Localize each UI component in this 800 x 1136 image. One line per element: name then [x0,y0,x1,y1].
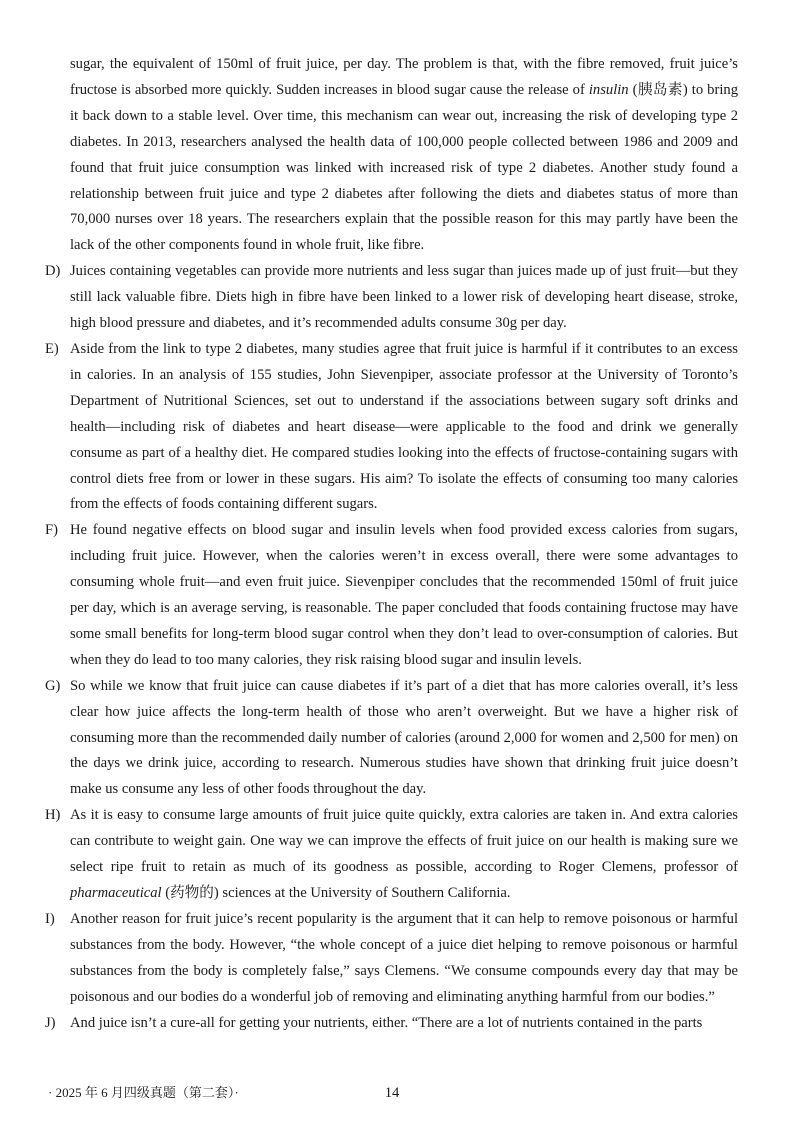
passage-paragraph-i [46,907,738,1011]
passage-paragraph-continued [46,52,738,259]
passage-paragraph-g [46,674,738,804]
paragraph-label: D) [45,263,61,280]
paragraph-text: sugar, the equivalent of 150ml of fruit juice, per day. The problem is that, with the fibre removed, fruit juice’s fructose is absorbed more quickly. Sudden increases in blood sugar cause the release of insulin (胰岛素) to bring it back down to a stable level. Over time, this mechanism can wear out, increasing the risk of developing type 2 diabetes. In 2013, researchers analysed the health data of 100,000 people collected between 1986 and 2009 and found that fruit juice consumption was linked with increased risk of type 2 diabetes. Another study found a relationship between fruit juice and type 2 diabetes after following the diets and diabetes status of more than 70,000 nurses over 18 years. The researchers explain that the possible reason for this may partly have been the lack of the other components found in whole fruit, like fibre. [70,56,738,254]
exam-footer-label: · 2025 年 6 月四级真题（第二套）· [48,1085,239,1100]
reading-passage [46,52,738,1036]
passage-paragraph-d [46,259,738,337]
paragraph-text: So while we know that fruit juice can cause diabetes if it’s part of a diet that has more calories overall, it’s less clear how juice affects the long-term health of those who aren’t overweight. But we have a higher risk of consuming more than the recommended daily number of calories (around 2,000 for women and 2,500 for men) on the days we drink juice, according to research. Numerous studies have shown that drinking fruit juice doesn’t make us consume any less of other foods throughout the day. [70,677,738,798]
paragraph-label: E) [45,340,59,357]
paragraph-text: Juices containing vegetables can provide more nutrients and less sugar than juices made up of just fruit—but they still lack valuable fibre. Diets high in fibre have been linked to a lower risk of developing heart disease, stroke, high blood pressure and diabetes, and it’s recommended adults consume 30g per day. [70,263,738,332]
paragraph-label: I) [45,910,55,927]
paragraph-text: Another reason for fruit juice’s recent popularity is the argument that it can help to remove poisonous or harmful substances from the body. However, “the whole concept of a juice diet helping to remove poisonous or harmful substances from the body is completely false,” says Clemens. “We consume compounds every day that may be poisonous and our bodies do a wonderful job of removing and eliminating anything harmful from our bodies.” [70,910,738,1005]
passage-paragraph-f [46,518,738,673]
paragraph-label: H) [45,807,61,824]
paragraph-label: F) [45,522,58,539]
paragraph-text: And juice isn’t a cure-all for getting your nutrients, either. “There are a lot of nutrients contained in the parts [70,1014,703,1031]
paragraph-text: As it is easy to consume large amounts of fruit juice quite quickly, extra calories are taken in. And extra calories can contribute to weight gain. One way we can improve the effects of fruit juice on our health is making sure we select ripe fruit to retain as much of its goodness as possible, according to Roger Clemens, professor of pharmaceutical (药物的) sciences at the University of Southern California. [70,807,738,901]
passage-paragraph-h [46,803,738,907]
paragraph-label: G) [45,677,61,694]
paragraph-text: Aside from the link to type 2 diabetes, many studies agree that fruit juice is harmful if it contributes to an excess in calories. In an analysis of 155 studies, John Sievenpiper, associate professor at the University of Toronto’s Department of Nutritional Sciences, set out to understand if the associations between sugary soft drinks and health—including risk of diabetes and heart disease—were applicable to the food and drink we generally consume as part of a healthy diet. He compared studies looking into the effects of fructose-containing sugars with control diets free from or lower in these sugars. His aim? To isolate the effects of consuming too many calories from the effects of foods containing different sugars. [70,340,738,513]
passage-paragraph-e [46,337,738,518]
page-number: 14 [384,1085,400,1101]
glossed-term-insulin: insulin [588,81,629,98]
passage-paragraph-j [46,1011,738,1037]
paragraph-text: He found negative effects on blood sugar and insulin levels when food provided excess calories from sugars, including fruit juice. However, when the calories weren’t in excess overall, there were some advantages to consuming whole fruit—and even fruit juice. Sievenpiper concludes that the recommended 150ml of fruit juice per day, which is an average serving, is reasonable. The paper concluded that foods containing fructose may have some small benefits for long-term blood sugar control when they don’t lead to over-consumption of calories. But when they do lead to too many calories, they risk raising blood sugar and insulin levels. [70,522,738,668]
paragraph-label: J) [45,1014,56,1031]
glossed-term-pharmaceutical: pharmaceutical [70,885,162,901]
